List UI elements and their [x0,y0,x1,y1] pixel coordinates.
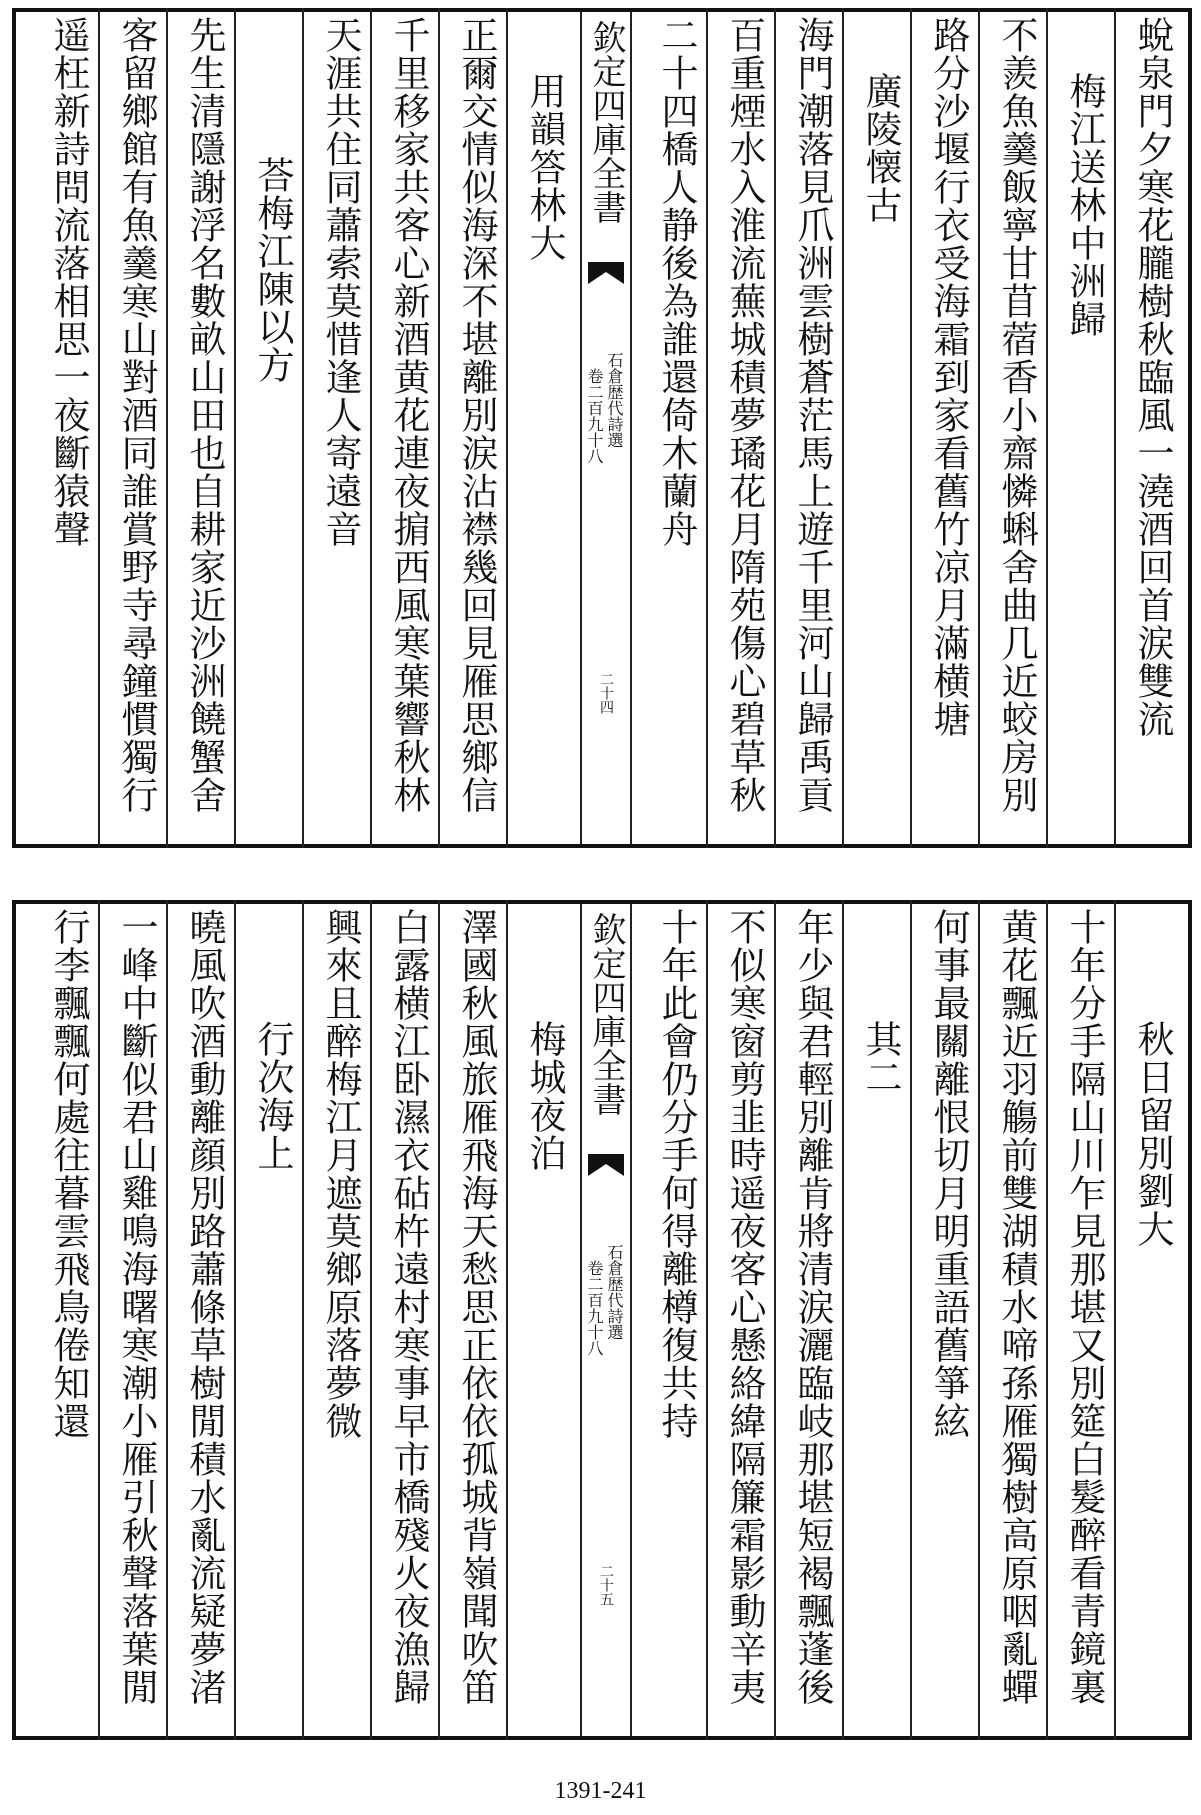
column-rule [98,900,100,1740]
column-rule [370,8,372,848]
column-rule [1114,8,1116,848]
poem-title: 秋日留別劉大 [1131,1020,1174,1248]
column-rule [370,900,372,1740]
top-page [12,8,1192,848]
poem-line: 十年此會仍分手何得離樽復共持 [655,908,698,1440]
poem-title: 行次海上 [251,1020,294,1172]
center-spine [580,904,632,1736]
poem-line: 不羨魚羹飯寧甘苜蓿香小齋憐蝌舍曲几近蛟房別 [995,16,1038,814]
column-rule [910,900,912,1740]
poem-line: 不似寒窗剪韭時遥夜客心懸絡緯隔簾霜影動辛夷 [723,908,766,1706]
column-rule [98,8,100,848]
bottom-page [12,900,1192,1740]
column-rule [166,8,168,848]
page-number: 二十五 [598,1564,614,1606]
poem-line: 海門潮落見爪洲雲樹蒼茫馬上遊千里河山歸禹貢 [791,16,834,814]
fish-tail-mark-icon [588,262,624,284]
column-rule [978,900,980,1740]
column-rule [302,900,304,1740]
poem-line: 興來且醉梅江月遮莫鄉原落夢微 [319,908,362,1440]
poem-title: 梅江送林中洲歸 [1063,72,1106,338]
poem-title: 梅城夜泊 [523,1020,566,1172]
poem-line: 二十四橋人静後為誰還倚木蘭舟 [655,16,698,548]
poem-line: 正爾交情似海深不堪離別涙沾襟幾回見雁思鄉信 [455,16,498,814]
page-number: 二十四 [598,672,614,714]
column-rule [438,8,440,848]
poem-line: 白露横江卧濕衣砧杵遠村寒事早市橋殘火夜漁歸 [387,908,430,1706]
poem-title: 用韻答林大 [523,72,566,262]
center-spine [580,12,632,844]
poem-line: 澤國秋風旅雁飛海天愁思正依依孤城背嶺聞吹笛 [455,908,498,1706]
column-rule [302,8,304,848]
poem-line: 蛻泉門夕寒花朧樹秋臨風一澆酒回首涙雙流 [1131,16,1174,738]
column-rule [506,900,508,1740]
poem-line: 百重煙水入淮流蕪城積夢璚花月隋苑傷心碧草秋 [723,16,766,814]
poem-line: 先生清隱謝浮名數畝山田也自耕家近沙洲饒蟹舍 [183,16,226,814]
column-rule [774,8,776,848]
poem-line: 十年分手隔山川乍見那堪又別筵白髮醉看青鏡裏 [1063,908,1106,1706]
poem-line: 一峰中斷似君山雞鳴海曙寒潮小雁引秋聲落葉閒 [115,908,158,1706]
column-rule [774,900,776,1740]
poem-line: 曉風吹酒動離顔別路蕭條草樹閒積水亂流疑夢渚 [183,908,226,1706]
book-header: 欽定四庫全書 [586,912,626,1116]
volume-number: 卷二百九十八 [585,368,604,464]
poem-title: 荅梅江陳以方 [251,156,294,384]
column-rule [438,900,440,1740]
poem-line: 千里移家共客心新酒黄花連夜掮西風寒葉響秋林 [387,16,430,814]
collection-title: 石倉歴代詩選 [605,352,624,448]
column-rule [166,900,168,1740]
column-rule [842,8,844,848]
column-rule [910,8,912,848]
poem-title: 廣陵懐古 [859,72,902,224]
poem-line: 黄花飄近羽觴前雙湖積水啼孫雁獨樹高原咽亂蟬 [995,908,1038,1706]
column-rule [1046,900,1048,1740]
volume-number: 卷二百九十八 [585,1260,604,1356]
page-footer-number: 1391-241 [554,1778,647,1804]
column-rule [706,8,708,848]
column-rule [978,8,980,848]
collection-title: 石倉歴代詩選 [605,1244,624,1340]
poem-line: 何事最關離恨切月明重語舊箏絃 [927,908,970,1440]
column-rule [234,900,236,1740]
poem-title: 其二 [859,1020,902,1096]
book-header: 欽定四庫全書 [586,20,626,224]
poem-line: 遥枉新詩問流落相思一夜斷猿聲 [47,16,90,548]
column-rule [1046,8,1048,848]
column-rule [842,900,844,1740]
poem-line: 天涯共住同蕭索莫惜逢人寄遠音 [319,16,362,548]
fish-tail-mark-icon [588,1154,624,1176]
poem-line: 客留鄉館有魚羹寒山對酒同誰賞野寺尋鐘慣獨行 [115,16,158,814]
poem-line: 行李飄飄何處往暮雲飛鳥倦知還 [47,908,90,1440]
column-rule [234,8,236,848]
poem-line: 路分沙堰行衣受海霜到家看舊竹凉月滿横塘 [927,16,970,738]
column-rule [506,8,508,848]
poem-line: 年少與君輕別離肯將清涙灑臨岐那堪短褐飄蓬後 [791,908,834,1706]
column-rule [1114,900,1116,1740]
column-rule [706,900,708,1740]
